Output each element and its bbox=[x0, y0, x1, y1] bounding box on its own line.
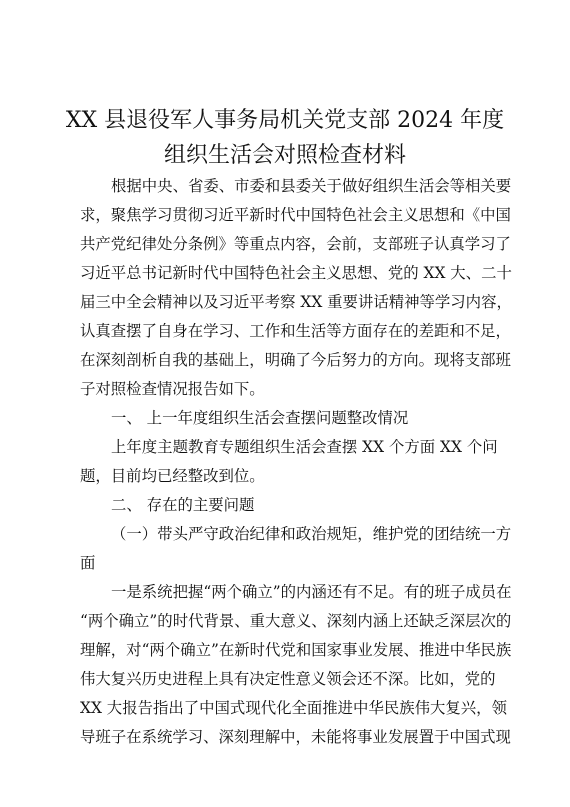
paragraph-line: 一是系统把握“两个确立”的内涵还有不足。有的班子成员在 bbox=[111, 583, 512, 601]
section-heading: 二、 存在的主要问题 bbox=[111, 496, 255, 514]
section-heading: 一、 上一年度组织生活会查摆问题整改情况 bbox=[111, 409, 409, 427]
paragraph-line: “两个确立”的时代背景、重大意义、深刻内涵上还缺乏深层次的 bbox=[80, 612, 512, 630]
subsection-heading: 面 bbox=[80, 554, 96, 572]
document-title-line-2: 组织生活会对照检查材料 bbox=[163, 143, 406, 168]
paragraph-line: 题，目前均已经整改到位。 bbox=[80, 467, 265, 485]
paragraph-line: 共产党纪律处分条例》等重点内容，会前，支部班子认真学习了 bbox=[80, 235, 511, 253]
paragraph-line: 求，聚焦学习贯彻习近平新时代中国特色社会主义思想和《中国 bbox=[80, 206, 511, 224]
paragraph-line: 伟大复兴历史进程上具有决定性意义领会还不深。比如，党的 bbox=[80, 670, 496, 688]
paragraph-line: 在深刻剖析自我的基础上，明确了今后努力的方向。现将支部班 bbox=[80, 351, 511, 369]
subsection-heading: （一）带头严守政治纪律和政治规矩，维护党的团结统一方 bbox=[111, 525, 512, 543]
paragraph-line: 习近平总书记新时代中国特色社会主义思想、党的 XX 大、二十 bbox=[80, 264, 512, 282]
paragraph-line: 认真查摆了自身在学习、工作和生活等方面存在的差距和不足， bbox=[80, 322, 511, 340]
paragraph-line: XX 大报告指出了中国式现代化全面推进中华民族伟大复兴，领 bbox=[80, 699, 507, 717]
paragraph-line: 理解，对“两个确立”在新时代党和国家事业发展、推进中华民族 bbox=[80, 641, 512, 659]
paragraph-line: 届三中全会精神以及习近平考察 XX 重要讲话精神等学习内容， bbox=[80, 293, 512, 311]
paragraph-line: 导班子在系统学习、深刻理解中，未能将事业发展置于中国式现 bbox=[80, 728, 511, 746]
paragraph-line: 子对照检查情况报告如下。 bbox=[80, 380, 265, 398]
paragraph-line: 根据中央、省委、市委和县委关于做好组织生活会等相关要 bbox=[111, 177, 512, 195]
paragraph-line: 上年度主题教育专题组织生活会查摆 XX 个方面 XX 个问 bbox=[111, 438, 498, 456]
document-title-line-1: XX 县退役军人事务局机关党支部 2024 年度 bbox=[65, 108, 505, 133]
